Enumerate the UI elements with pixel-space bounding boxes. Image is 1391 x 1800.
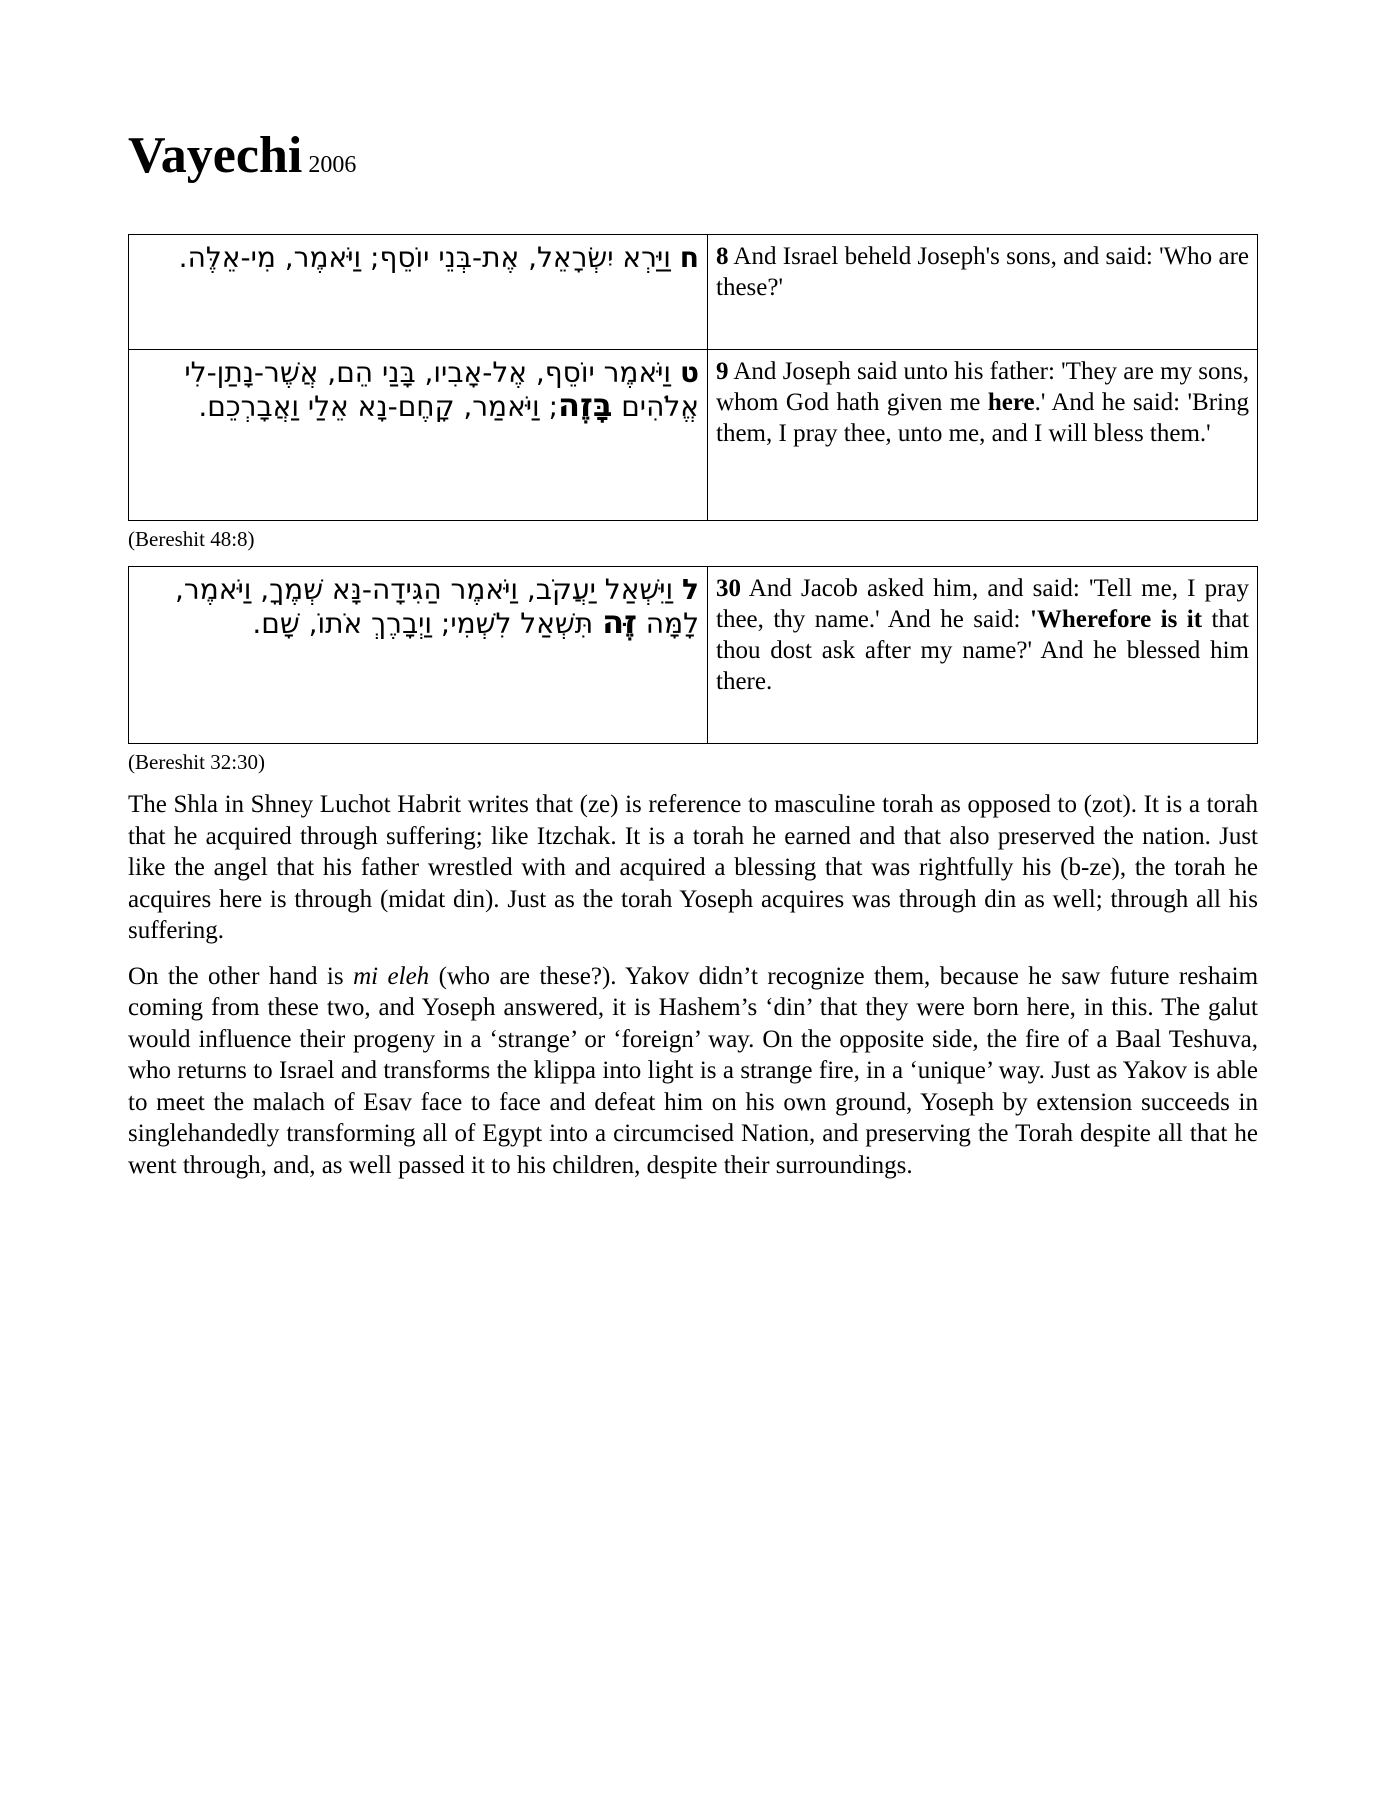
page-title: Vayechi	[128, 127, 303, 184]
table-row	[129, 350, 1258, 521]
document-page	[128, 127, 1259, 1195]
verse-table-1	[128, 234, 1258, 521]
hebrew-verse-number: ח	[679, 241, 699, 274]
paragraph-2-rest: (who are these?). Yakov didn’t recognize them, because he saw future reshaim coming from these two, and Yoseph answered, it is Hashem’s ‘din’ that they were born here, in this. The galut would influence their progeny in a ‘strange’ or ‘foreign’ way. On the opposite side, the fire of a Baal Teshuva, who returns to Israel and transforms the klippa into light is a strange fire, in a ‘unique’ way. Just as Yakov is able to meet the malach of Esav face to face and defeat him on his own ground, Yoseph by extension succeeds in singlehandedly transforming all of Egypt into a circumcised Nation, and preserving the Torah despite all that he went through, and, as well passed it to his children, despite their surroundings.	[128, 962, 1259, 1179]
table-row	[129, 567, 1258, 744]
english-emphasis: here	[987, 389, 1035, 416]
hebrew-verse-text: וַיֹּאמֶר יוֹסֵף, אֶל-אָבִיו, בָּנַי הֵם, אֲשֶׁר-נָתַן-לִי אֱלֹהִים	[184, 356, 699, 423]
hebrew-verse-text-end: תִּשְׁאַל לִשְׁמִי; וַיְבָרֶךְ אֹתוֹ, שָׁם.	[252, 607, 603, 640]
hebrew-verse-text: וַיִּשְׁאַל יַעֲקֹב, וַיֹּאמֶר הַגִּידָה-נָּא שְׁמֶךָ, וַיֹּאמֶר, לָמָּה	[175, 573, 699, 640]
hebrew-verse-text: וַיַּרְא יִשְׂרָאֵל, אֶת-בְּנֵי יוֹסֵף; וַיֹּאמֶר, מִי-אֵלֶּה.	[178, 241, 680, 274]
english-verse-text: And Joseph said unto his father: 'They are my sons, whom God hath given me	[716, 358, 1249, 416]
english-verse-30	[708, 567, 1258, 744]
english-verse-number: 30	[716, 575, 741, 602]
english-verse-text: And Jacob asked him, and said: 'Tell me, I pray thee, thy name.' And he said:	[716, 575, 1249, 633]
english-verse-8	[708, 235, 1258, 350]
table-row	[129, 235, 1258, 350]
english-verse-number: 8	[716, 243, 729, 270]
hebrew-verse-8	[129, 235, 708, 350]
paragraph-1: The Shla in Shney Luchot Habrit writes that (ze) is reference to masculine torah as opposed to (zot). It is a torah that he acquired through suffering; like Itzchak. It is a torah he earned and that also preserved the nation. Just like the angel that his father wrestled with and acquired a blessing that was rightfully his (b-ze), the torah he acquires here is through (midat din). Just as the torah Yoseph acquires was through din as well; through all his suffering.	[128, 791, 1258, 944]
page-year: 2006	[308, 152, 357, 178]
source-citation-1: (Bereshit 48:8)	[128, 527, 255, 551]
english-verse-9	[708, 350, 1258, 521]
hebrew-emphasis: זֶּה	[602, 603, 637, 641]
hebrew-verse-30	[129, 567, 708, 744]
verse-table-2	[128, 566, 1258, 744]
english-verse-text-end: .' And he said: 'Bring them, I pray thee, unto me, and I will bless them.'	[716, 389, 1249, 447]
english-emphasis: 'Wherefore is it	[1029, 606, 1203, 633]
paragraph-2-italic: mi eleh	[353, 962, 430, 990]
hebrew-verse-number: ל	[682, 573, 699, 606]
paragraph-2	[128, 961, 1258, 1182]
english-verse-number: 9	[716, 358, 729, 385]
hebrew-verse-9	[129, 350, 708, 521]
english-verse-text-end: that thou dost ask after my name?' And he blessed him there.	[716, 606, 1249, 695]
source-citation-2: (Bereshit 32:30)	[128, 750, 266, 774]
paragraph-2-start: On the other hand is	[128, 962, 354, 990]
heading	[128, 127, 1258, 184]
english-verse-text: And Israel beheld Joseph's sons, and said: 'Who are these?'	[716, 243, 1249, 301]
hebrew-emphasis: בָּזֶה	[558, 386, 613, 424]
hebrew-verse-text-end: ; וַיֹּאמַר, קָחֶם-נָא אֵלַי וַאֲבָרְכֵם.	[198, 390, 559, 423]
hebrew-verse-number: ט	[679, 356, 699, 389]
